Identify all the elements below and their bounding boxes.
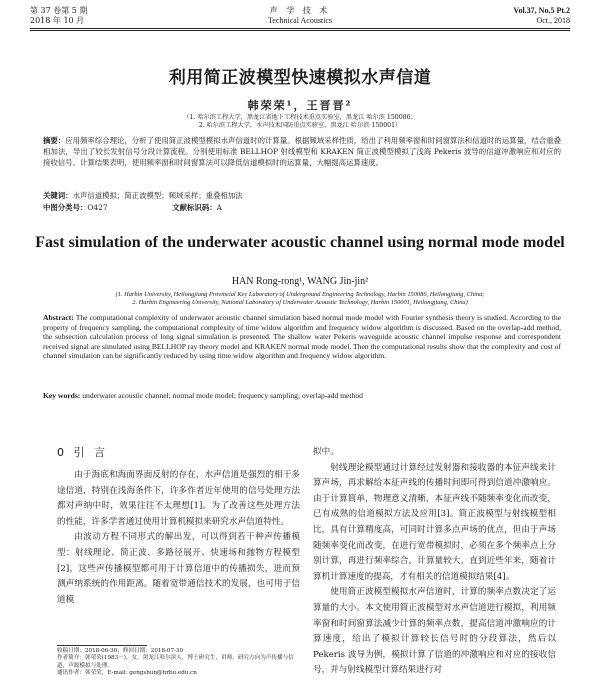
clc-value: O427: [87, 203, 108, 212]
paper-title-zh: 利用简正波模型快速模拟水声信道: [168, 68, 432, 88]
classification-zh: [43, 202, 561, 213]
header-volume-zh: 第 37 卷第 5 期: [30, 6, 88, 15]
abstract-en: [43, 313, 561, 361]
affiliation-en-2: 2. Harbin Engineering University, National Laboratory of Underwater Acoustic Technology, Harbin 150001, Heilongjiang, China): [132, 299, 468, 306]
abstract-zh: [43, 135, 561, 168]
paragraph: 由于海底和海面界面反射的存在，水声信道是强烈的相干多途信道，特别在浅海条件下，许多作者近年使用的信号处理方法都对声纳中时，效果往往不太理想[1]。为了改善这些处理方法的性能，许多学者通过使用计算机模拟来研究水声信道特性。: [57, 470, 300, 527]
header-date-en: Oct., 2018: [536, 16, 570, 25]
header-journal-en: Technical Acoustics: [267, 16, 333, 25]
right-column: [313, 445, 556, 679]
keywords-zh-label: 关键词：: [43, 191, 73, 200]
doc-code-value: A: [216, 203, 222, 212]
abstract-en-text: The computational complexity of underwater acoustic channel simulation based normal mode model with Fourier synthesis theory is studied. According to the property of frequency sampling, the computational complexity of time widow algorithm and frequency widow algorithm is discussed. Based on the overlap-add method, the subsection calculation process of long signal simulation is presented. The shallow water Pekeris waveguide acoustic channel impulse response and correspondent received signal are simulated using BELLHOP ray theory model and KRAKEN normal mode model. Then the computational results show that the complexity and cost of channel simulation can be significantly reduced by using time widow algorithm and frequency widow algorithm.: [43, 313, 561, 361]
abstract-zh-label: 摘要：: [43, 136, 66, 145]
footnote: [57, 648, 300, 678]
affiliation-en-1: (1. Harbin University, Heilongjiang Provincial Key Laboratory of Underground Engineering Technology, Harbin 150086, Heilongjiang, China;: [115, 291, 485, 298]
keywords-zh: [43, 190, 561, 201]
header-date-zh: 2018 年 10 月: [30, 16, 85, 25]
section-heading-introduction: 0 引 言: [57, 446, 108, 459]
clc-label: 中图分类号：: [43, 203, 88, 212]
header-rule-bottom: [30, 30, 570, 31]
abstract-zh-text: 应用频率综合理论，分析了使用简正波模型模拟水声信道时的计算量。根据频域采样性质，给出了利用频率窗和时间窗算法和信道时的运算量，结合重叠相加法，导出了较长发射信号分段计算流程。分别使用标准 BELLHOP 射线模型和 KRAKEN 简正波模型模拟了浅海 Pekeris 波导的信道冲激响应和对应的接收信号。计算结果表明，使用频率窗和时间窗算法可以降低信道模拟时的运算量，大幅提高运算速度。: [43, 136, 561, 167]
authors-en: HAN Rong-rong¹, WANG Jin-jin²: [231, 276, 369, 287]
footnote-contact: 通讯作者：韩荣荣，E-mail: gengshun@hrbu.edu.cn: [57, 670, 197, 677]
paragraph: 由波动方程不同形式的解出发，可以得到若干种声传播模型：射线理论、简正波、多路径展开、快速场和抛物方程模型[2]，这些声传播模型都可用于计算信道中的传播损失，进而预测声纳系统的作用距离。随着宽带通信技术的发展，也可用于信道模: [57, 532, 300, 605]
footnote-rule: [57, 645, 147, 646]
left-column: [57, 468, 300, 608]
footnote-bio: 作者简介：韩荣荣(1983－)，女，黑龙江哈尔滨人，博士研究生，讲师，研究方向为声传播与信道，声源模拟与处理。: [57, 655, 294, 669]
keywords-en-text: underwater acoustic channel; normal mode model; frequency sampling; overlap-add method: [82, 391, 363, 400]
paragraph: 使用简正波模型模拟水声信道时，计算的频率点数决定了运算量的大小。本文使用简正波模型对水声信道进行模拟，利用频率窗和时间窗算法减少计算的频率点数，提高信道冲激响应的计算速度，给出了模拟计算较长信号时的分段算法，然后以 Pekeris 波导为例，模拟计算了信道的冲激响应和对应的接收信号，并与射线模型计算结果进行对: [313, 587, 556, 676]
paragraph-continuation: 拟中。: [313, 447, 339, 457]
keywords-zh-text: 水声信道模拟；简正波模型；频域采样；重叠相加法: [72, 191, 243, 200]
abstract-en-label: Abstract:: [43, 313, 74, 322]
authors-zh: 韩荣荣¹，王晋晋²: [247, 99, 353, 112]
doc-code-label: 文献标识码：: [172, 203, 217, 212]
header-rule-top: [30, 28, 570, 29]
footnote-received: 收稿日期：2018-06-30；修回日期：2018-07-30: [57, 648, 184, 654]
header-volume-en: Vol.37, No.5 Pt.2: [513, 6, 570, 15]
keywords-en: [43, 391, 561, 401]
paper-title-en: Fast simulation of the underwater acoustic channel using normal mode model: [35, 234, 565, 251]
affiliation-zh-2: 2. 哈尔滨工程大学，水声技术国防重点实验室，黑龙江 哈尔滨 150001）: [198, 122, 402, 129]
affiliation-zh-1: （1. 哈尔滨工程大学，黑龙江省地下工程技术重点实验室，黑龙江 哈尔滨 150086；: [183, 114, 417, 121]
header-journal-zh: 声 学 技 术: [269, 6, 331, 15]
keywords-en-label: Key words:: [43, 391, 81, 400]
paragraph: 射线理论模型通过计算经过发射器和接收器的本征声线来计算声场，再求解给本征声线的传播时间即可得到信道冲激响应。由于计算简单，物理意义清晰，本征声线不随频率变化而改变，已有成熟的信道模拟方法及应用[3]。简正波模型与射线模型相比，具有计算精度高，可同时计算多点声场的优点，但由于声场随频率变化而改变，在进行宽带模拟时，必须在多个频率点上分别计算，再进行频率综合，计算量较大，直到近些年来，随着计算机计算速度的提高，才有相关的信道模拟结果[4]。: [313, 462, 556, 582]
